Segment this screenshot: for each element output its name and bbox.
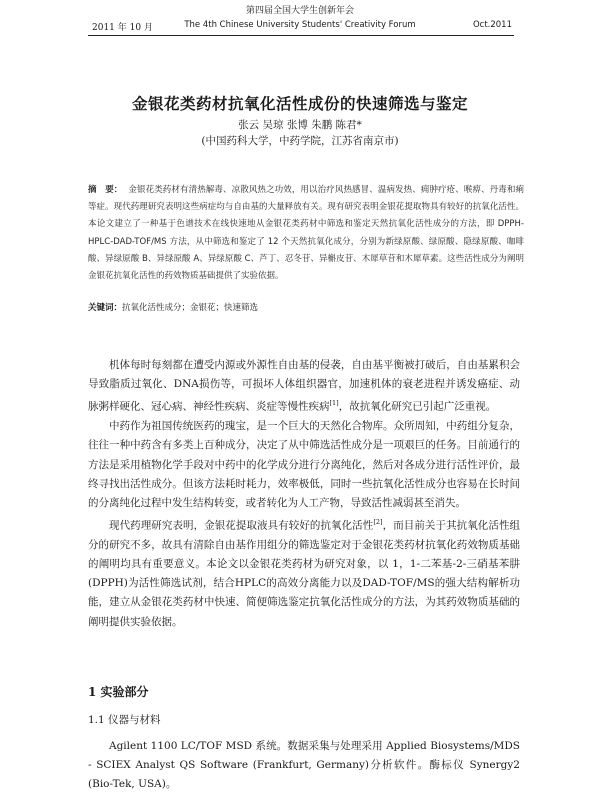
- intro-paragraph: [88, 417, 520, 513]
- keywords-block: [88, 301, 524, 313]
- header-conference-en: The 4th Chinese University Students' Creativity Forum: [184, 20, 416, 30]
- intro-text: ，故抗氧化研究已引起广泛重视。: [338, 400, 497, 413]
- intro-text: 现代药理研究表明，金银花提取液具有较好的抗氧化活性: [109, 519, 374, 532]
- citation: [1]: [329, 399, 339, 408]
- abstract-text: 金银花类药材有清热解毒、凉散风热之功效，用以治疗风热感冒、温病发热、痈肿疔疮、喉痹、丹毒和痢等症。现代药理研究表明这些病症均与自由基的大量释放有关。现有研究表明金银花提取物具有较好的抗氧化活性。本论文建立了一种基于色谱技术在线快速地从金银花类药材中筛选和鉴定天然抗氧化活性成分的方法，即 DPPH-HPLC-DAD-TOF/MS 方法，从中筛选和鉴定了 12 个天然抗氧化成分，分别为新绿原酸、绿原酸、隐绿原酸、咖啡酸、异绿原酸 B、异绿原酸 A、异绿原酸 C、芦丁、忍冬苷、异槲皮苷、木犀草苷和木犀草素。这些活性成分为阐明金银花抗氧化活性的药效物质基础提供了实验依据。: [88, 185, 524, 282]
- citation: [2]: [373, 518, 383, 527]
- header-date-en: Oct.2011: [472, 20, 512, 30]
- abstract-label: 摘 要：: [88, 185, 123, 195]
- intro-paragraph: [88, 356, 520, 417]
- abstract-block: [88, 182, 524, 285]
- intro-text: 中药作为祖国传统医药的瑰宝，是一个巨大的天然化合物库。众所周知，中药组分复杂，往往一种中药含有多类上百种成分，决定了从中筛选活性成分是一项艰巨的任务。目前通行的方法是采用植物化学手段对中药中的化学成分进行分离纯化，然后对各成分进行活性评价，最终寻找出活性成分。但该方法耗时耗力，效率极低，同时一些抗氧化活性成分也容易在长时间的分离纯化过程中发生结构转变，或者转化为人工产物，导致活性减弱甚至消失。: [88, 420, 520, 509]
- methods-paragraph: Agilent 1100 LC/TOF MSD 系统。数据采集与处理采用 Applied Biosystems/MDS - SCIEX Analyst QS Software (Frankfurt, Germany)分析软件。酶标仪 Synergy2 (Bio-Tek, USA)。: [88, 740, 520, 791]
- page-header: [0, 0, 600, 42]
- keywords-text: 抗氧化活性成分；金银花；快速筛选: [122, 303, 259, 313]
- header-conference-cn: 第四届全国大学生创新年会: [245, 6, 354, 16]
- intro-paragraph: [88, 513, 520, 632]
- subsection-heading: 1.1 仪器与材料: [88, 714, 161, 726]
- affiliation: (中国药科大学，中药学院，江苏省南京市): [201, 135, 399, 147]
- introduction: [88, 356, 520, 632]
- keywords-label: 关键词：: [88, 303, 123, 313]
- paper-title: 金银花类药材抗氧化活性成份的快速筛选与鉴定: [131, 94, 468, 113]
- header-rule: [88, 35, 514, 36]
- author-list: 张云 吴琼 张博 朱鹏 陈君*: [238, 119, 362, 131]
- section-heading: 1 实验部分: [88, 685, 149, 699]
- intro-text: ，而目前关于其抗氧化活性组分的研究不多，故具有清除自由基作用组分的筛选鉴定对于金银花类药材抗氧化药效物质基础的阐明均具有重要意义。本论文以金银花类药材为研究对象，以 1，1-二苯基-2-三硝基苯肼(DPPH)为活性筛选试剂，结合HPLC的高效分离能力以及DAD-TOF/MS的强大结构解析功能，建立从金银花类药材中快速、简便筛选鉴定抗氧化活性成分的方法，为其药效物质基础的阐明提供实验依据。: [88, 519, 521, 628]
- intro-text: 机体每时每刻都在遭受内源或外源性自由基的侵袭，自由基平衡被打破后，自由基累积会导致脂质过氧化、DNA损伤等，可损坏人体组织器官，加速机体的衰老进程并诱发癌症、动脉粥样硬化、冠心病、神经性疾病、炎症等慢性疾病: [88, 359, 520, 413]
- header-date-cn: 2011 年 10 月: [92, 23, 153, 33]
- methods-text: [88, 737, 520, 795]
